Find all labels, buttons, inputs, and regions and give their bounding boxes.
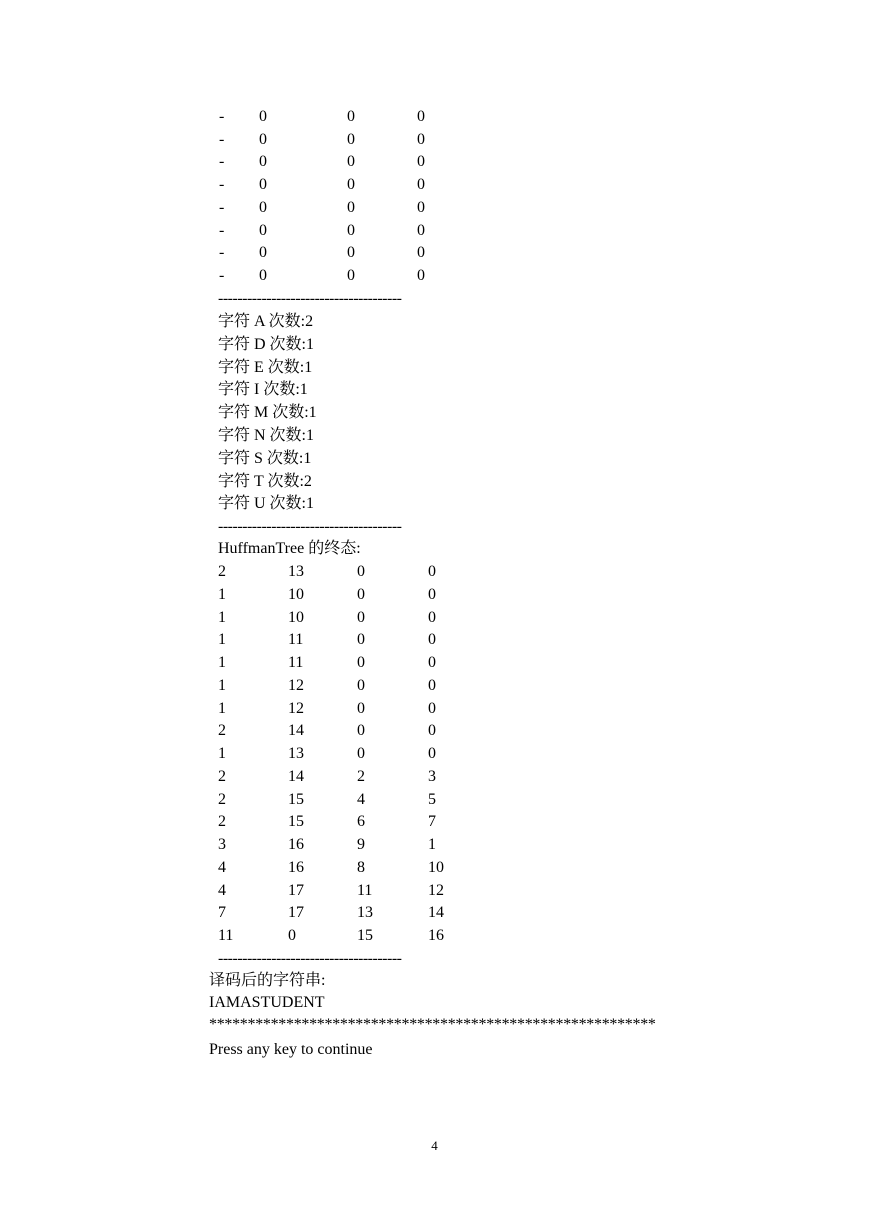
table-cell: 0	[347, 244, 355, 262]
table-cell: -	[219, 244, 225, 262]
char-count-item: 字符 D 次数:1	[218, 335, 315, 353]
table-cell: 2	[357, 767, 365, 785]
table-cell: 2	[218, 563, 226, 580]
table-cell: 0	[347, 266, 355, 284]
table-cell: 7	[428, 813, 436, 831]
table-cell: 15	[288, 813, 304, 831]
decoded-value: IAMASTUDENT	[209, 994, 325, 1011]
table-cell: -	[219, 176, 225, 194]
final-table-row	[0, 743, 869, 765]
final-table-row	[0, 652, 869, 674]
table-cell: 0	[417, 130, 425, 148]
table-cell: 14	[288, 722, 304, 740]
table-cell: 0	[347, 153, 355, 171]
table-cell: 0	[417, 221, 425, 239]
table-cell: 0	[357, 676, 365, 694]
table-cell: 1	[218, 699, 226, 717]
table-cell: 17	[288, 881, 304, 899]
table-cell: 10	[288, 585, 304, 603]
final-table-row	[0, 766, 869, 788]
separator-line-2: --------------------------------------	[218, 518, 402, 535]
final-table-row	[0, 629, 869, 651]
table-cell: 0	[417, 266, 425, 284]
table-cell: 2	[218, 767, 226, 785]
table-cell: 0	[428, 563, 436, 580]
table-cell: 1	[218, 608, 226, 626]
table-cell: 0	[347, 176, 355, 194]
char-count-item: 字符 N 次数:1	[218, 427, 315, 444]
table-cell: -	[219, 221, 225, 239]
table-cell: 7	[218, 904, 226, 922]
table-cell: 0	[357, 722, 365, 740]
table-cell: 4	[218, 858, 226, 876]
table-cell: 0	[347, 198, 355, 216]
table-cell: 0	[417, 198, 425, 216]
table-cell: 0	[259, 266, 267, 284]
table-cell: 0	[417, 244, 425, 262]
star-line: **********************************************************	[209, 1016, 656, 1033]
table-cell: 0	[288, 927, 296, 944]
table-cell: -	[219, 130, 225, 148]
table-cell: 0	[357, 585, 365, 603]
table-cell: -	[219, 153, 225, 171]
final-table-row	[0, 561, 869, 583]
table-cell: 13	[288, 745, 304, 762]
final-table-row	[0, 675, 869, 697]
initial-table-row	[0, 197, 869, 219]
char-count-item: 字符 E 次数:1	[218, 358, 313, 376]
initial-table-row	[0, 242, 869, 264]
table-cell: 3	[428, 767, 436, 785]
table-cell: 0	[357, 608, 365, 626]
table-cell: 12	[428, 881, 444, 899]
table-cell: 16	[288, 836, 304, 853]
table-cell: 12	[288, 676, 304, 694]
final-table-row	[0, 584, 869, 606]
table-cell: 0	[347, 221, 355, 239]
table-cell: 1	[428, 836, 436, 853]
char-count-item: 字符 T 次数:2	[218, 472, 312, 490]
final-table-row	[0, 857, 869, 879]
char-count-item: 字符 U 次数:1	[218, 495, 315, 513]
press-any-key-text: Press any key to continue	[209, 1041, 373, 1058]
table-cell: 1	[218, 585, 226, 603]
page-number: 4	[431, 1138, 438, 1153]
table-cell: 0	[428, 631, 436, 649]
table-cell: 0	[357, 745, 365, 762]
table-cell: 0	[347, 108, 355, 125]
final-table-row	[0, 880, 869, 902]
table-cell: 5	[428, 790, 436, 808]
table-cell: 0	[259, 176, 267, 194]
separator-line-3: --------------------------------------	[218, 950, 402, 967]
char-count-item: 字符 S 次数:1	[218, 449, 312, 467]
table-cell: 4	[357, 790, 365, 808]
final-table-row	[0, 720, 869, 742]
table-cell: 6	[357, 813, 365, 831]
table-cell: 0	[428, 722, 436, 740]
table-cell: 0	[428, 699, 436, 717]
char-count-item: 字符 I 次数:1	[218, 381, 308, 399]
table-cell: 9	[357, 836, 365, 853]
table-cell: 15	[357, 927, 373, 944]
table-cell: 2	[218, 790, 226, 808]
final-table-row	[0, 834, 869, 856]
table-cell: 0	[428, 585, 436, 603]
table-cell: 0	[259, 244, 267, 262]
table-cell: 17	[288, 904, 304, 922]
table-cell: 10	[428, 858, 444, 876]
initial-table-row	[0, 265, 869, 287]
table-cell: -	[219, 266, 225, 284]
table-cell: 0	[259, 108, 267, 125]
table-cell: 0	[347, 130, 355, 148]
table-cell: 2	[218, 722, 226, 740]
table-cell: -	[219, 108, 225, 125]
table-cell: 3	[218, 836, 226, 853]
table-cell: 0	[417, 153, 425, 171]
decoded-label: 译码后的字符串:	[209, 972, 326, 989]
table-cell: 0	[259, 221, 267, 239]
table-cell: 11	[218, 927, 234, 944]
table-cell: 1	[218, 631, 226, 649]
final-table-row	[0, 698, 869, 720]
table-cell: 13	[357, 904, 373, 922]
table-cell: 8	[357, 858, 365, 876]
separator-line-1: --------------------------------------	[218, 290, 402, 307]
table-cell: 1	[218, 745, 226, 762]
table-cell: 4	[218, 881, 226, 899]
table-cell: 16	[428, 927, 444, 944]
table-cell: 0	[357, 631, 365, 649]
table-cell: 0	[428, 654, 436, 671]
table-cell: 0	[428, 745, 436, 762]
table-cell: 2	[218, 813, 226, 831]
initial-table-row	[0, 129, 869, 151]
table-cell: 11	[357, 881, 373, 899]
table-cell: 0	[417, 176, 425, 194]
table-cell: 0	[357, 563, 365, 580]
final-table-row	[0, 789, 869, 811]
table-cell: 0	[259, 198, 267, 216]
final-table-row	[0, 902, 869, 924]
table-cell: -	[219, 198, 225, 216]
table-cell: 14	[288, 767, 304, 785]
table-cell: 0	[259, 153, 267, 171]
char-count-item: 字符 M 次数:1	[218, 404, 317, 422]
table-cell: 13	[288, 563, 304, 580]
table-cell: 0	[357, 654, 365, 671]
final-table-row	[0, 925, 869, 947]
table-cell: 14	[428, 904, 444, 922]
char-count-item: 字符 A 次数:2	[218, 313, 314, 330]
table-cell: 16	[288, 858, 304, 876]
table-cell: 10	[288, 608, 304, 626]
table-cell: 0	[259, 130, 267, 148]
table-cell: 1	[218, 676, 226, 694]
final-table-row	[0, 607, 869, 629]
table-cell: 0	[428, 676, 436, 694]
initial-table-row	[0, 174, 869, 196]
table-cell: 0	[417, 108, 425, 125]
table-cell: 15	[288, 790, 304, 808]
initial-table-row	[0, 151, 869, 173]
table-cell: 1	[218, 654, 226, 671]
table-cell: 11	[288, 631, 304, 649]
final-state-title: HuffmanTree 的终态:	[218, 540, 361, 557]
table-cell: 0	[428, 608, 436, 626]
table-cell: 11	[288, 654, 304, 671]
initial-table-row	[0, 106, 869, 128]
final-table-row	[0, 811, 869, 833]
initial-table-row	[0, 220, 869, 242]
table-cell: 12	[288, 699, 304, 717]
table-cell: 0	[357, 699, 365, 717]
